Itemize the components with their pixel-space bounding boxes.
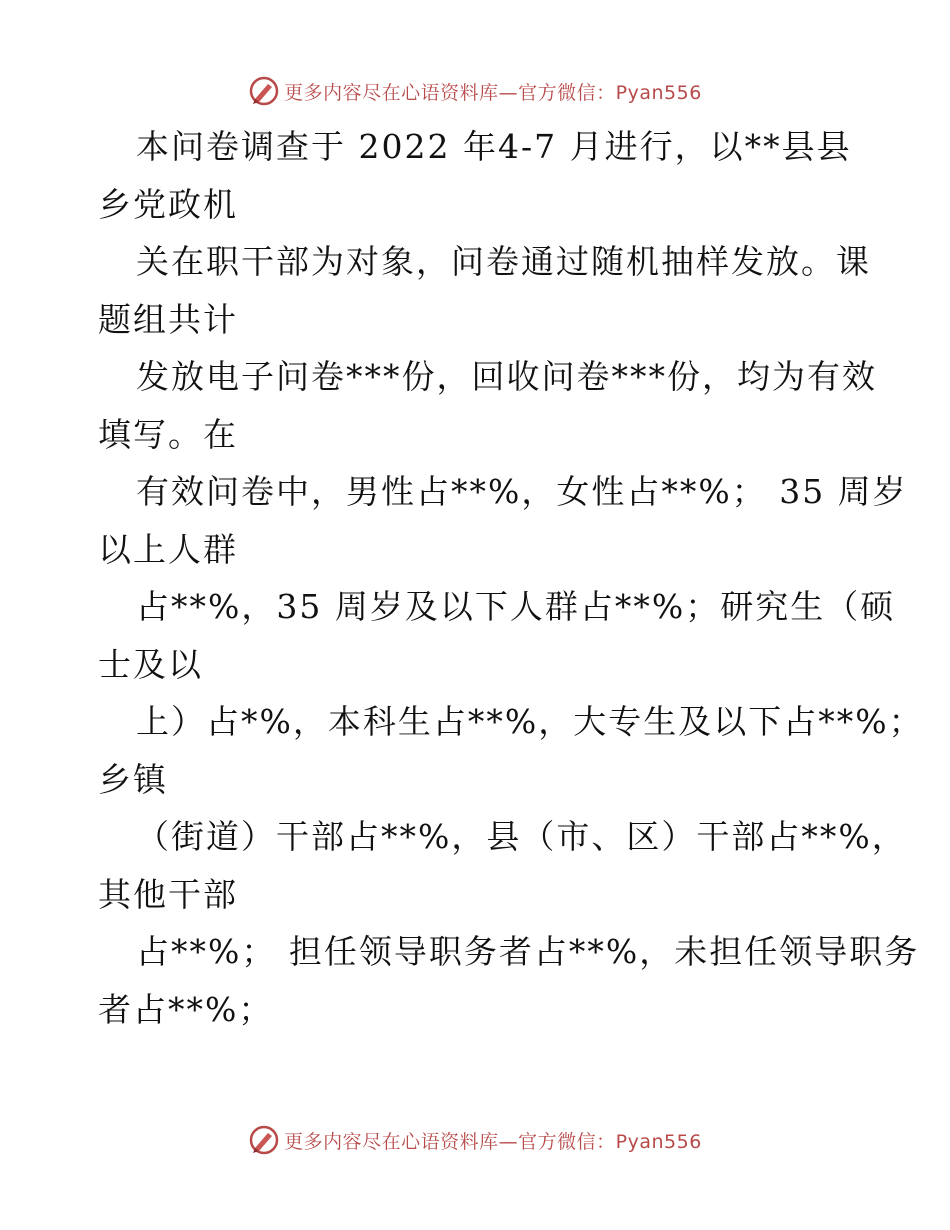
text-line: 者占**%； <box>98 989 274 1029</box>
text-line: 士及以 <box>98 644 203 684</box>
text-line: 上）占*%，本科生占**%，大专生及以下占**%； <box>136 702 924 741</box>
text-line: 有效问卷中，男性占**%，女性占**%； 35 周岁 <box>136 472 908 511</box>
text-line: 其他干部 <box>98 874 238 914</box>
text-line: 乡镇 <box>98 759 168 799</box>
text-line: 填写。在 <box>98 414 238 454</box>
text-line: 关在职干部为对象，问卷通过随机抽样发放。课 <box>136 242 871 281</box>
document-body <box>98 118 924 1038</box>
watermark-text: 更多内容尽在心语资料库—官方微信：Pyan556 <box>284 81 702 104</box>
text-line: 乡党政机 <box>98 184 238 224</box>
text-line: 发放电子问卷***份，回收问卷***份，均为有效 <box>136 357 877 396</box>
header-watermark <box>0 71 950 111</box>
text-line: 以上人群 <box>98 529 238 569</box>
text-line: 占**%； 担任领导职务者占**%，未担任领导职务 <box>136 932 920 971</box>
pen-logo-icon <box>248 75 280 107</box>
footer-watermark <box>0 1120 950 1160</box>
text-line: 题组共计 <box>98 299 238 339</box>
text-line: 占**%，35 周岁及以下人群占**%；研究生（硕 <box>136 587 896 626</box>
text-line: 本问卷调查于 2022 年4-7 月进行，以**县县 <box>136 127 852 166</box>
text-line: （街道）干部占**%，县（市、区）干部占**%， <box>136 817 907 856</box>
pen-logo-icon <box>248 1124 280 1156</box>
watermark-text: 更多内容尽在心语资料库—官方微信：Pyan556 <box>284 1130 702 1153</box>
